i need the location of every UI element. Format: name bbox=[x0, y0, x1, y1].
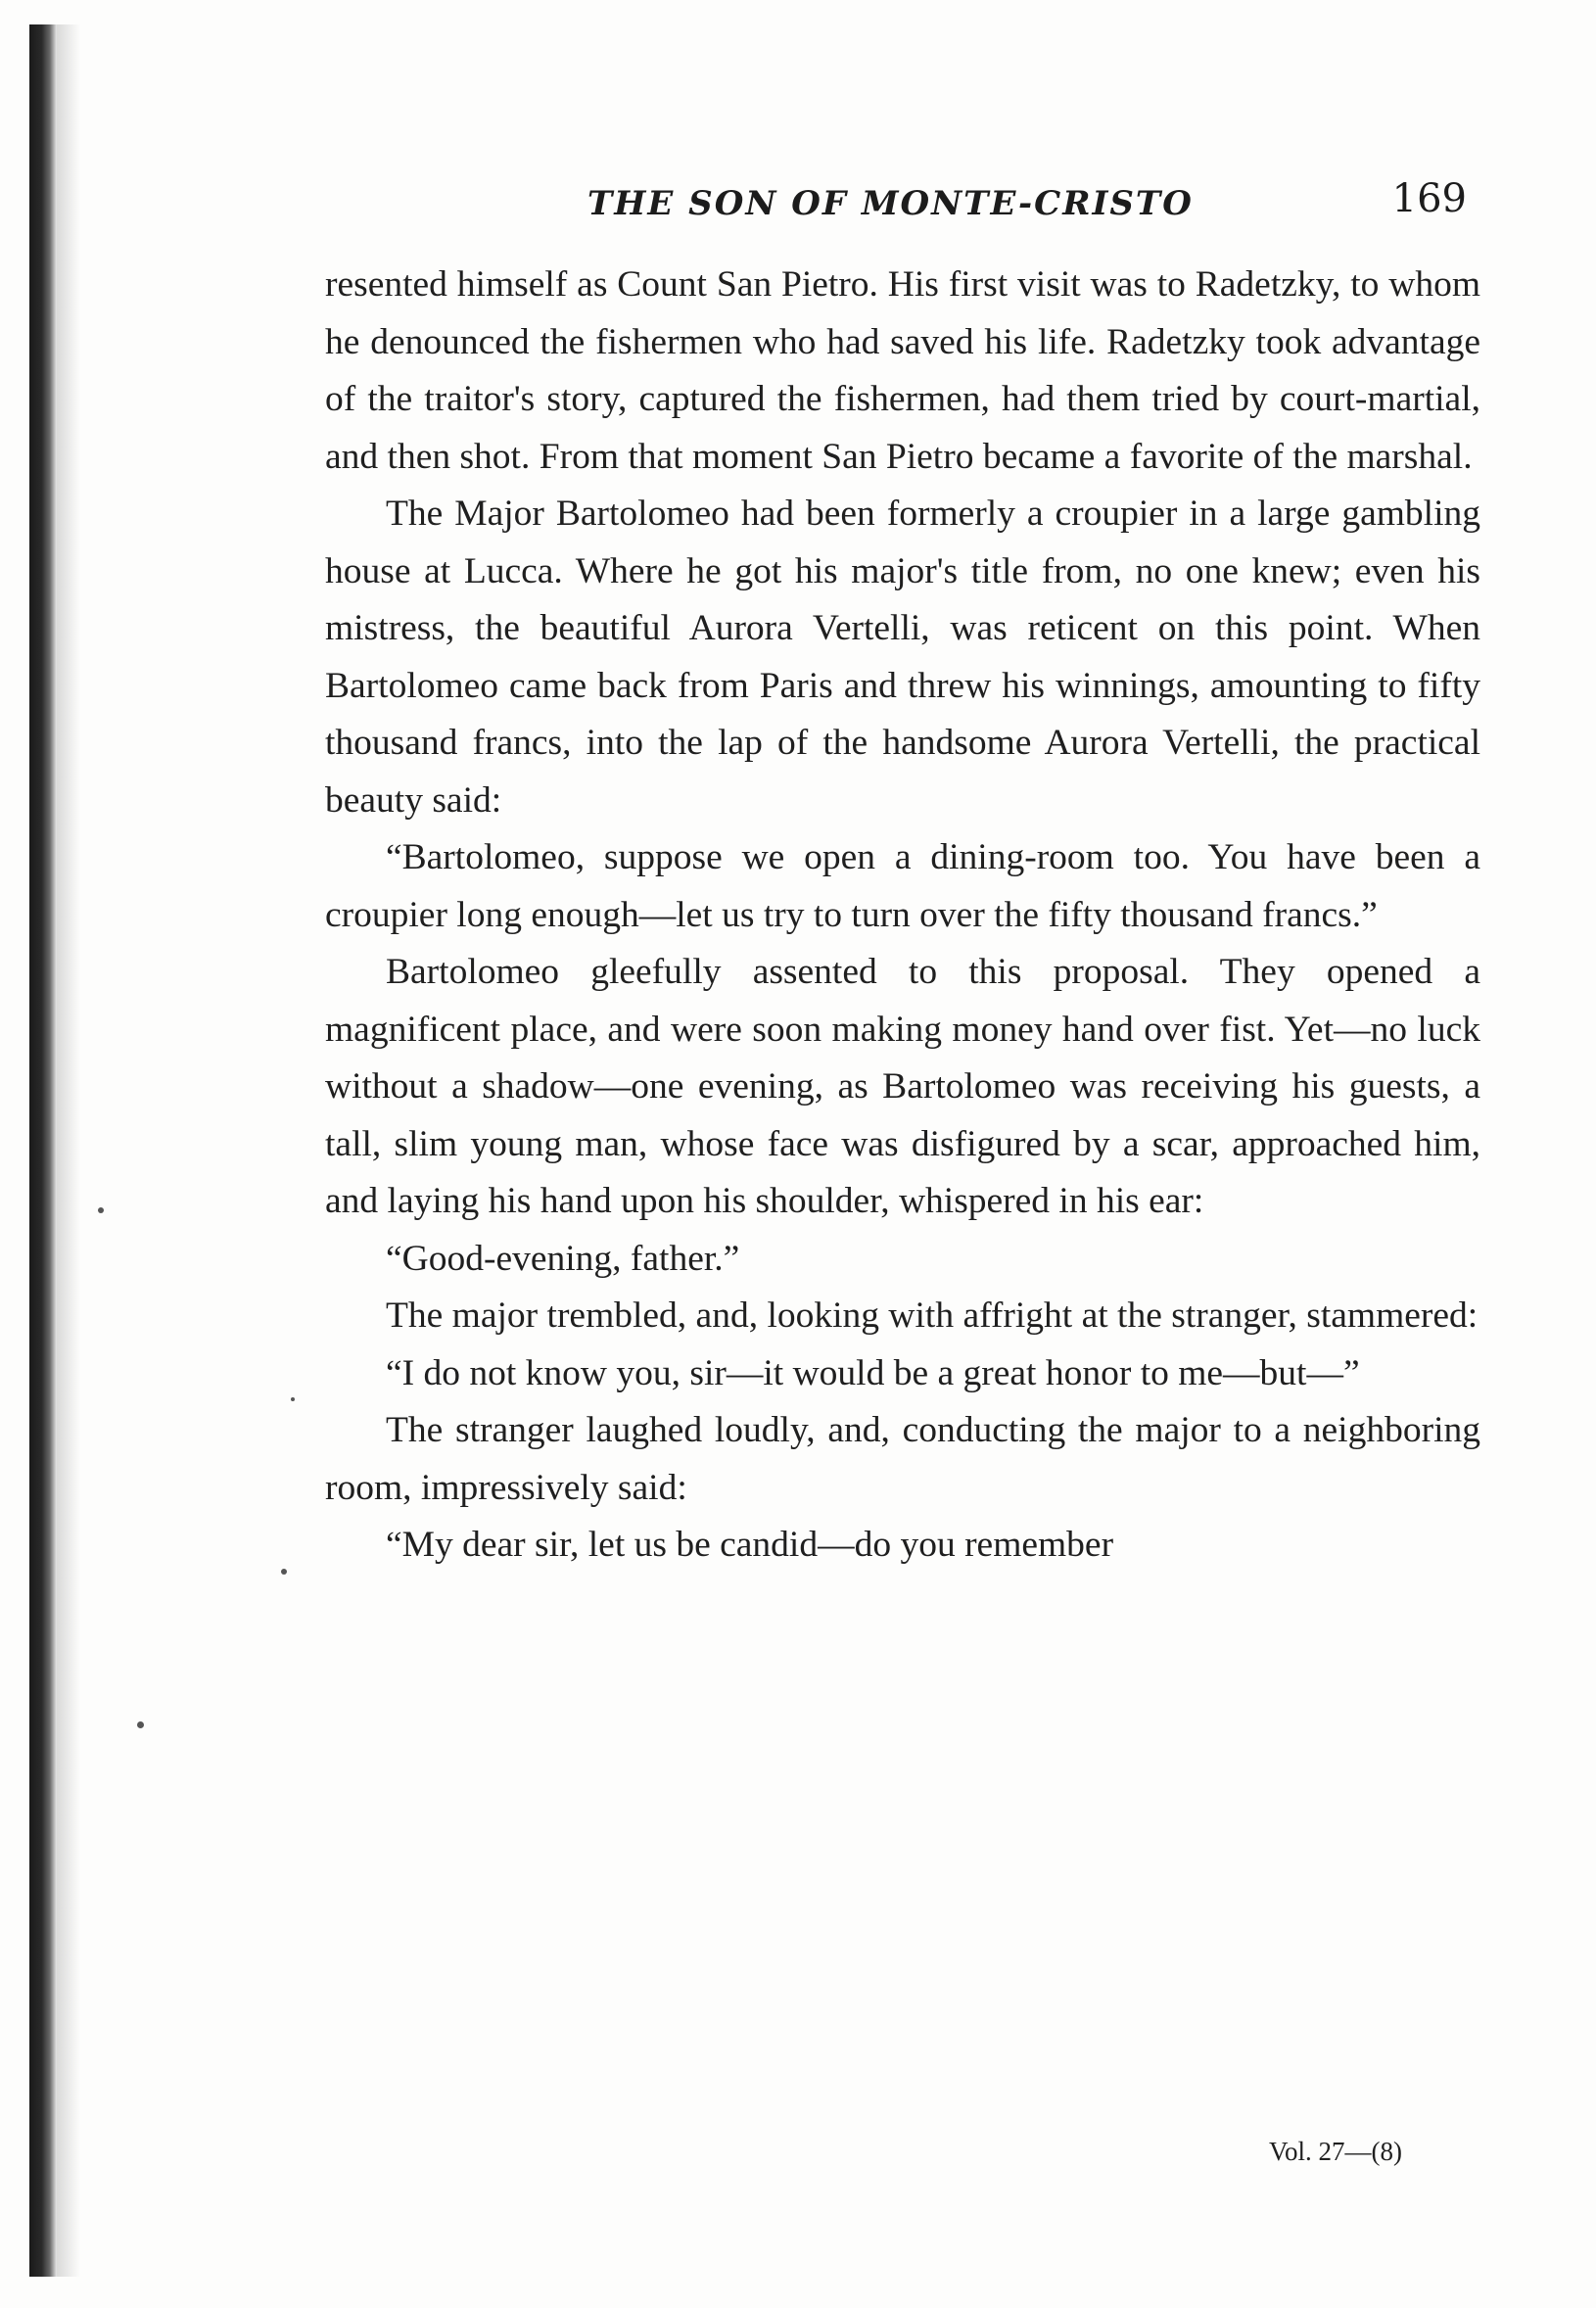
running-head bbox=[323, 174, 1479, 233]
paragraph: The stranger laughed loudly, and, conducting the major to a neighboring room, impressively said: bbox=[325, 1410, 1480, 1508]
paragraph: Bartolomeo gleefully assented to this proposal. They opened a magnificent place, and were soon making money hand over fist. Yet—no luck without a shadow—one evening, as Bartolomeo was receiving his guests, a tall, slim young man, whose face was disfigured by a scar, approached him, and laying his hand upon his shoulder, whispered in his ear: bbox=[325, 952, 1480, 1221]
running-title: THE SON OF MONTE-CRISTO bbox=[587, 184, 1194, 223]
paragraph: resented himself as Count San Pietro. His first visit was to Radetzky, to whom he denounced the fishermen who had saved his life. Radetzky took advantage of the traitor's story, captured the fishermen, had them tried by court-martial, and then shot. From that moment San Pietro became a favorite of the marshal. bbox=[325, 264, 1480, 477]
ink-speck bbox=[281, 1569, 287, 1575]
ink-speck bbox=[291, 1397, 295, 1401]
paragraph: “Bartolomeo, suppose we open a dining-room too. You have been a croupier long enough—let us try to turn over the fifty thousand francs.” bbox=[325, 837, 1480, 935]
paragraph: The Major Bartolomeo had been formerly a croupier in a large gambling house at Lucca. Where he got his major's title from, no one knew; even his mistress, the beautiful Aurora Vertelli, was reticent on this point. When Bartolomeo came back from Paris and threw his winnings, amounting to fifty thousand francs, into the lap of the handsome Aurora Vertelli, the practical beauty said: bbox=[325, 494, 1480, 821]
paragraph: “My dear sir, let us be candid—do you remember bbox=[386, 1525, 1114, 1565]
binding-shadow bbox=[29, 24, 57, 2277]
ink-speck bbox=[137, 1721, 144, 1728]
ink-speck bbox=[98, 1207, 104, 1213]
binding-fade bbox=[57, 24, 80, 2277]
paragraph: “Good-evening, father.” bbox=[386, 1238, 740, 1279]
paragraph: The major trembled, and, looking with affright at the stranger, stammered: bbox=[386, 1295, 1479, 1336]
signature-mark: Vol. 27—(8) bbox=[1269, 2137, 1403, 2166]
paragraph: “I do not know you, sir—it would be a great honor to me—but—” bbox=[386, 1352, 1360, 1393]
page-number: 169 bbox=[1391, 176, 1467, 221]
body-text bbox=[325, 257, 1480, 1575]
